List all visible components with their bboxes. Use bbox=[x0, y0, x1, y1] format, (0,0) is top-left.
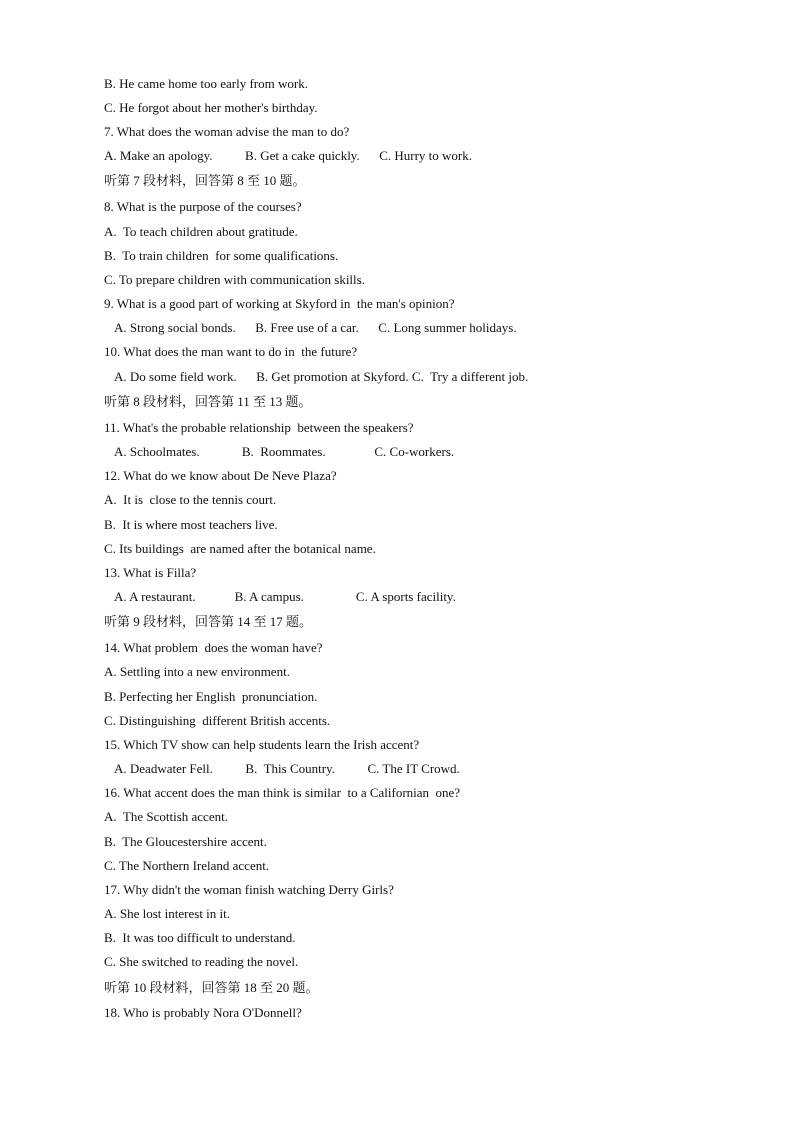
option-line: B. Perfecting her English pronunciation. bbox=[104, 689, 318, 704]
question-line: 8. What is the purpose of the courses? bbox=[104, 199, 302, 214]
option-line: B. It was too difficult to understand. bbox=[104, 930, 296, 945]
option-line: A. Settling into a new environment. bbox=[104, 664, 290, 679]
options-row: A. Make an apology. B. Get a cake quickly. C. Hurry to work. bbox=[104, 148, 473, 163]
option-line: B. It is where most teachers live. bbox=[104, 517, 278, 532]
question-line: 17. Why didn't the woman finish watching Derry Girls? bbox=[104, 882, 394, 897]
options-row: A. Deadwater Fell. B. This Country. C. The IT Crowd. bbox=[114, 761, 460, 776]
question-line: 12. What do we know about De Neve Plaza? bbox=[104, 468, 337, 483]
option-line: A. To teach children about gratitude. bbox=[104, 224, 298, 239]
option-line: C. She switched to reading the novel. bbox=[104, 954, 299, 969]
options-row: A. Do some field work. B. Get promotion at Skyford. C. Try a different job. bbox=[114, 369, 529, 384]
options-row: A. A restaurant. B. A campus. C. A sports facility. bbox=[114, 589, 456, 604]
question-line: 13. What is Filla? bbox=[104, 565, 197, 580]
question-line: 9. What is a good part of working at Skyford in the man's opinion? bbox=[104, 296, 455, 311]
option-line: A. The Scottish accent. bbox=[104, 809, 228, 824]
section-heading: 听第 8 段材料，回答第 11 至 13 题。 bbox=[104, 394, 312, 409]
question-line: 16. What accent does the man think is similar to a Californian one? bbox=[104, 785, 461, 800]
option-line: B. To train children for some qualifications. bbox=[104, 248, 339, 263]
section-heading: 听第 10 段材料，回答第 18 至 20 题。 bbox=[104, 980, 319, 995]
section-heading: 听第 7 段材料，回答第 8 至 10 题。 bbox=[104, 173, 306, 188]
question-line: 14. What problem does the woman have? bbox=[104, 640, 323, 655]
option-line: A. She lost interest in it. bbox=[104, 906, 231, 921]
options-row: A. Schoolmates. B. Roommates. C. Co-workers. bbox=[114, 444, 455, 459]
question-line: 7. What does the woman advise the man to do? bbox=[104, 124, 350, 139]
question-line: 15. Which TV show can help students learn the Irish accent? bbox=[104, 737, 420, 752]
question-line: 18. Who is probably Nora O'Donnell? bbox=[104, 1005, 302, 1020]
option-line: C. The Northern Ireland accent. bbox=[104, 858, 270, 873]
option-line: A. It is close to the tennis court. bbox=[104, 492, 277, 507]
question-line: 11. What's the probable relationship between the speakers? bbox=[104, 420, 414, 435]
option-line: B. He came home too early from work. bbox=[104, 76, 308, 91]
option-line: C. To prepare children with communication skills. bbox=[104, 272, 365, 287]
option-line: B. The Gloucestershire accent. bbox=[104, 834, 267, 849]
options-row: A. Strong social bonds. B. Free use of a car. C. Long summer holidays. bbox=[114, 320, 517, 335]
option-line: C. He forgot about her mother's birthday. bbox=[104, 100, 318, 115]
option-line: C. Distinguishing different British accents. bbox=[104, 713, 331, 728]
question-line: 10. What does the man want to do in the future? bbox=[104, 344, 358, 359]
option-line: C. Its buildings are named after the botanical name. bbox=[104, 541, 376, 556]
section-heading: 听第 9 段材料，回答第 14 至 17 题。 bbox=[104, 614, 313, 629]
